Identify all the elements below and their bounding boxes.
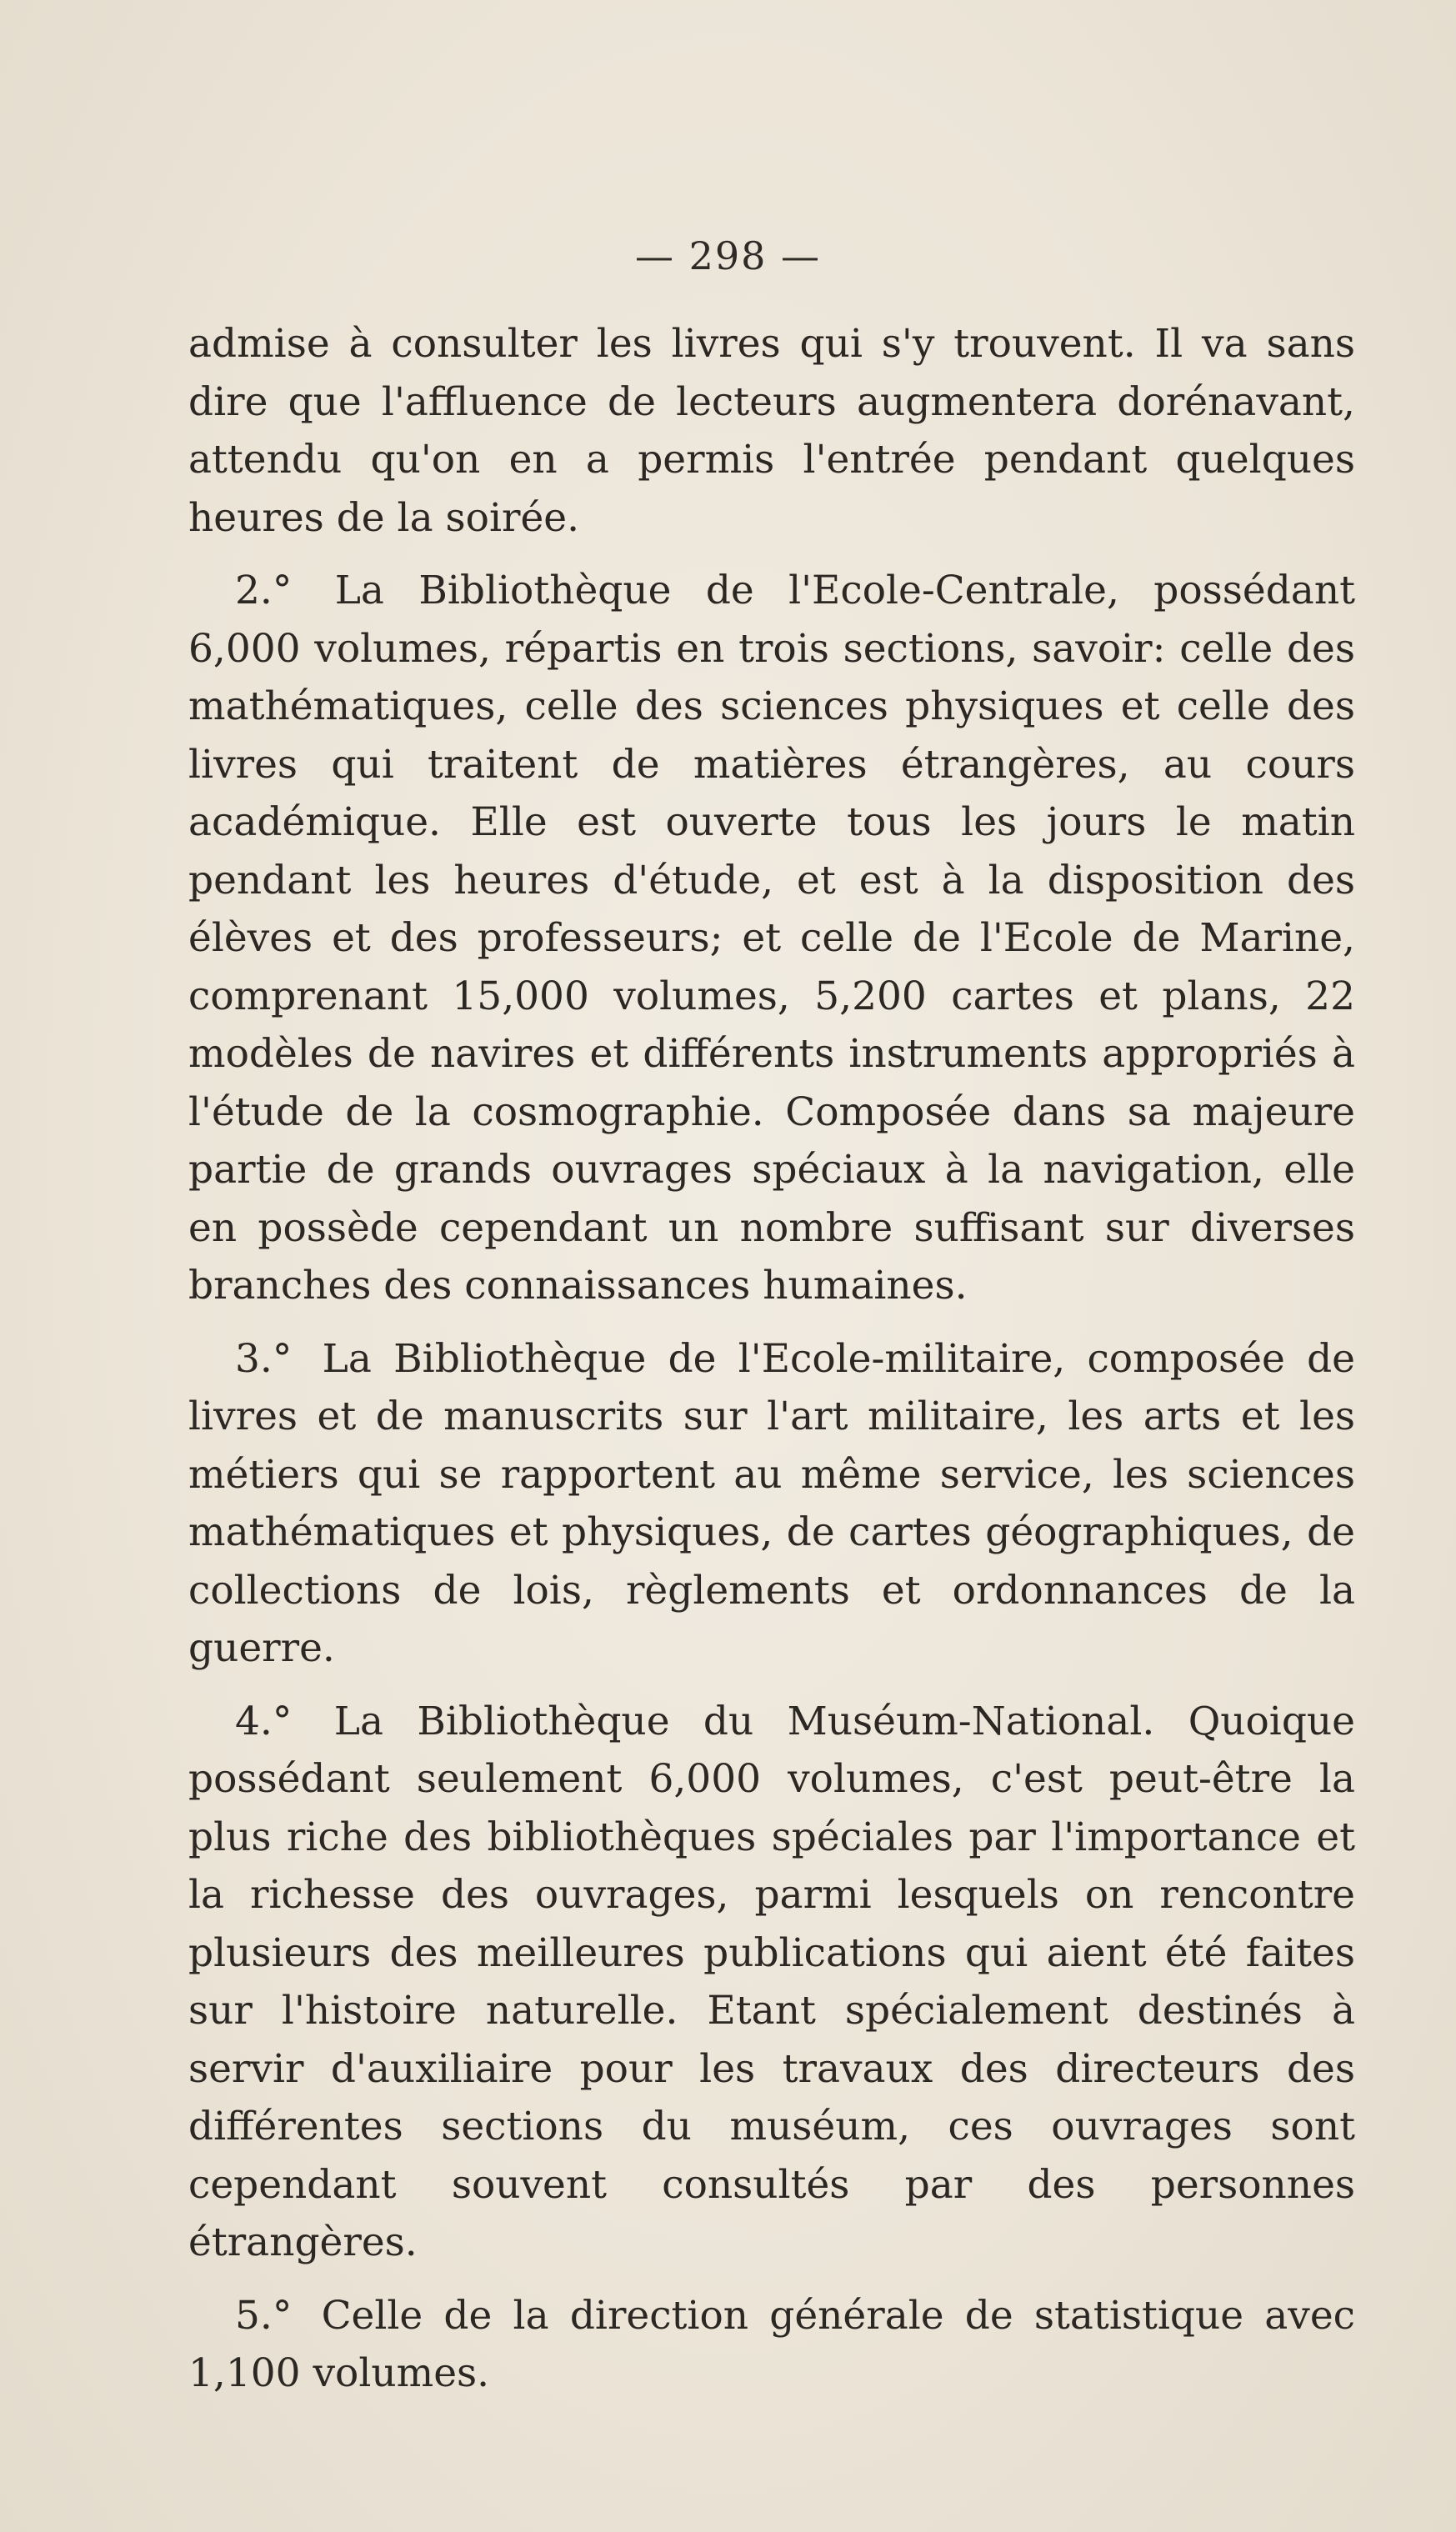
paragraph-text: La Bibliothèque de l'Ecole-militaire, composée de livres et de manuscrits sur l'art militaire, les arts et les métiers qui se rapportent au même service, les sciences mathématiques et physiques, de cartes géographiques, de collections de lois, règlements et ordonnances de la guerre. <box>188 1335 1355 1671</box>
paragraph-continuation <box>188 315 1355 547</box>
paragraph-item-3 <box>188 1330 1355 1678</box>
paragraph-number: 3.° <box>235 1335 293 1382</box>
paragraph-item-2 <box>188 562 1355 1315</box>
paragraph-item-4 <box>188 1693 1355 2272</box>
paragraph-text: admise à consulter les livres qui s'y trouvent. Il va sans dire que l'affluence de lecteurs augmentera dorénavant, attendu qu'on en a permis l'entrée pendant quelques heures de la soirée. <box>188 321 1355 541</box>
paragraph-number: 4.° <box>235 1698 293 1744</box>
paragraph-number: 2.° <box>235 568 293 613</box>
paragraph-text: Celle de la direction générale de statistique avec 1,100 volumes. <box>188 2292 1355 2396</box>
paragraph-text: La Bibliothèque du Muséum-National. Quoique possédant seulement 6,000 volumes, c'est peut-être la plus riche des bibliothèques spéciales par l'importance et la richesse des ouvrages, parmi lesquels on rencontre plusieurs des meilleures publications qui aient été faites sur l'histoire naturelle. Etant spécialement destinés à servir d'auxiliaire pour les travaux des directeurs des différentes sections du muséum, ces ouvrages sont cependant souvent consultés par des personnes étrangères. <box>188 1698 1355 2265</box>
body-text <box>188 315 1355 2418</box>
paragraph-text: La Bibliothèque de l'Ecole-Centrale, possédant 6,000 volumes, répartis en trois sections, savoir: celle des mathématiques, celle des sciences physiques et celle des livres qui traitent de matières étrangères, au cours académique. Elle est ouverte tous les jours le matin pendant les heures d'étude, et est à la disposition des élèves et des professeurs; et celle de l'Ecole de Marine, comprenant 15,000 volumes, 5,200 cartes et plans, 22 modèles de navires et différents instruments appropriés à l'étude de la cosmographie. Composée dans sa majeure partie de grands ouvrages spéciaux à la navigation, elle en possède cependant un nombre suffisant sur diverses branches des connaissances humaines. <box>188 568 1355 1309</box>
page-number: — 298 — <box>634 233 822 278</box>
paragraph-item-5 <box>188 2287 1355 2403</box>
paragraph-number: 5.° <box>235 2292 293 2339</box>
